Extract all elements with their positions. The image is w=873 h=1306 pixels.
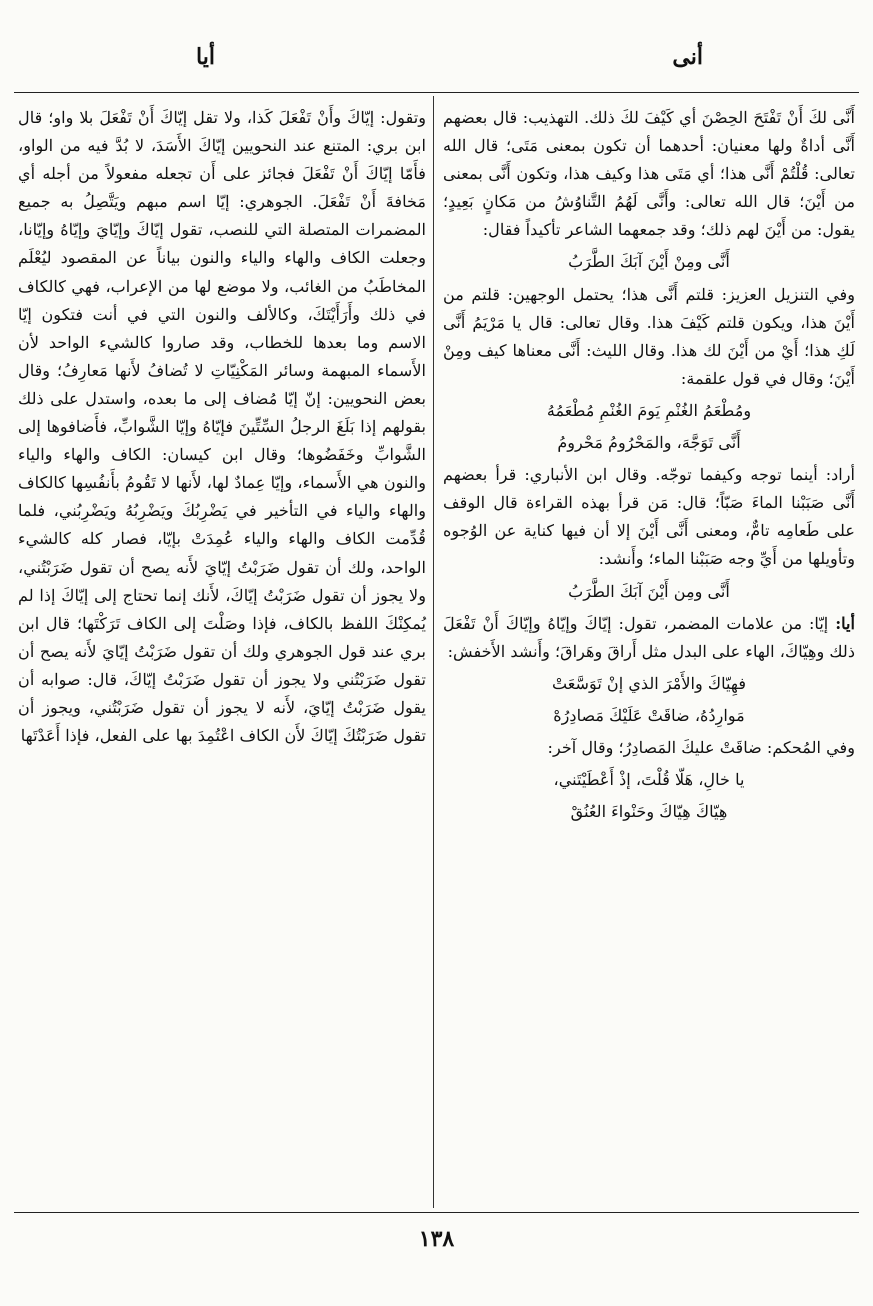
top-rule xyxy=(14,92,859,93)
running-head-left: أيا xyxy=(196,44,215,70)
paragraph: أراد: أينما توجه وكيفما توجّه. وقال ابن الأنباري: قرأ بعضهم أَنَّى صَبَبْنا الماءَ صَبّاً؛ قال: مَن قرأ بهذه القراءة قال الوقف على طَعامِه تامٌّ، ومعنى أَنَّى أَيْنَ إلا أن فيها كناية عن الوُجوه وتأويلها من أَيِّ وجه صَبَبْنا الماء؛ وأَنشد: xyxy=(443,465,855,569)
verse-line: هِيّاكَ هِيّاكَ وحَنْواءَ العُنُقْ xyxy=(570,802,728,822)
verse-line: أَنَّى ومِنْ أَيْنَ آبَكَ الطَّرَبُ xyxy=(568,252,730,272)
right-column xyxy=(443,104,855,830)
verse-line: فهِيّاكَ والأَمْرَ الذي إنْ تَوَسَّعَتْ xyxy=(551,673,747,693)
verse-line: يا خالِ، هَلّا قُلْتَ، إذْ أَعْطَيْتَني، xyxy=(553,770,745,790)
verse-line: مَوارِدُهُ، ضاقَتْ عَلَيْكَ مَصادِرُهْ xyxy=(553,705,745,725)
bottom-rule xyxy=(14,1212,859,1213)
column-divider xyxy=(433,96,434,1208)
entry-text: إيّا: من علامات المضمر، تقول: إيّاكَ وإيّاهُ وإيّاكَ أَنْ تَفْعَلَ ذلك وهِيّاكَ، الهاء على البدل مثل أَراقَ وهَراقَ؛ وأَنشد الأَخفش: xyxy=(443,613,855,661)
paragraph: وفي المُحكم: ضاقَتْ عليكَ المَصادِرُ؛ وقال آخر: xyxy=(547,737,855,757)
paragraph: وفي التنزيل العزيز: قلتم أَنَّى هذا؛ يحتمل الوجهين: قلتم من أَيْنَ هذا، ويكون قلتم كَيْفَ هذا. وقال تعالى: قال يا مَرْيَمُ أَنَّى لَكِ هذا؛ أَيْ من أَيْنَ لك هذا. وقال الليث: أَنَّى معناها كيف ومِنْ أَيْنَ؛ وقال في قول علقمة: xyxy=(443,284,855,388)
verse-line: أَنَّى تَوَجَّهَ، والمَحْرُومُ مَحْرومُ xyxy=(557,433,741,453)
left-column xyxy=(18,104,426,750)
verse-line: ومُطْعَمُ الغُنْمِ يَومَ الغُنْمِ مُطْعَمُهُ xyxy=(546,400,752,420)
paragraph: وتقول: إيّاكَ وأَنْ تَفْعَلَ كَذا، ولا تقل إيّاكَ أَنْ تَفْعَلَ بلا واو؛ قال ابن بري: المتنع عند النحويين إيّاكَ الأَسَدَ، لا بُدَّ فيه من الواو، فأَمّا إيّاكَ أَنْ تَفْعَلَ فجائز على أَن تجعله مفعولاً من أجله أي مَخافةَ أَنْ تَفْعَلَ. الجوهري: إيّا اسم مبهم ويَتَّصِلُ به جميع المضمرات المتصلة التي للنصب، تقول إيّاكَ وإيّايَ وإيّاهُ وإيّانا، وجعلت الكاف والهاء والياء والنون بياناً عن المقصود ليُعْلَم المخاطَبُ من الغائب، ولا موضع لها من الإعراب، فهي كالكاف في ذلك وأَرَأَيْتَكَ، وكالألف والنون التي في أنت فتكون إيّا الاسم وما بعدها للخطاب، وقد صاروا كالشيء الواحد لأن الأَسماء المبهمة وسائر المَكْنِيّاتِ لا تُضافُ لأَنها مَعارِفُ؛ وقال بعض النحويين: إنّ إيّا مُضاف إلى ما بعده، واستدل على ذلك بقولهم إذا بَلَغَ الرجلُ السِّتِّينَ فإيّاهُ وإيّا الشَّوابِّ، فأَضافوها إلى الشَّوابِّ وخَفَضُوها؛ وقال ابن كيسان: الكاف والهاء والياء والنون هي الأَسماء، وإيّا عِمادٌ لها، لأَنها لا تَقُومُ بأَنفُسِها كالكاف والهاء والياء في التأخير في يَضْرِبُكَ ويَضْرِبُهُ ويَضْرِبُني، فلما قُدِّمت الكاف والهاء والياء عُمِدَتْ بإيّا، فصار كله كالشيء الواحد، ولك أن تقول ضَرَبْتُ إيّايَ لأَنه يصح أن تقول ضَرَبْتُني، ولا يجوز أن تقول ضَرَبْتُ إيّاكَ، لأَنك إنما تحتاج إلى إيّاكَ إذا لم يُمكِنْكَ اللفظ بالكاف، فإذا وصَلْتَ إلى الكاف تَرَكْتَها؛ قال ابن بري عند قول الجوهري ولك أن تقول ضَرَبْتُ إيّايَ لأَنه يصح أن تقول ضَرَبْتُني ولا يجوز أن تقول ضَرَبْتُ إيّاكَ، قال: صوابه أن يقول ضَرَبْتُ إيّايَ، لأَنه لا يجوز أن تقول ضَرَبْتُني، ويجوز أن تقول ضَرَبْتُكَ إيّاكَ لأَن الكاف اعْتُمِدَ بها على الفعل، فإذا أَعَدْتَها xyxy=(18,108,426,746)
running-head-right: أنى xyxy=(672,44,703,70)
entry-headword: أيا: xyxy=(835,613,855,633)
verse-line: أَنَّى ومِن أَيْنَ آبَكَ الطَّرَبُ xyxy=(568,581,730,601)
entry-paragraph xyxy=(443,610,855,666)
page-number: ١٣٨ xyxy=(418,1226,455,1252)
paragraph: أَنَّى لكَ أَنْ تَفْتَحَ الحِصْنَ أي كَيْفَ لكَ ذلك. التهذيب: قال بعضهم أَنَّى أداةٌ ولها معنيان: أحدهما أن تكون بمعنى مَتَى؛ قال الله تعالى: قُلْتُمْ أَنَّى هذا؛ أي مَتَى هذا وكيف هذا، وتكون أَنَّى بمعنى من أَيْنَ؛ قال الله تعالى: وأَنَّى لَهُمُ التَّناوُشُ من مَكانٍ بَعِيدٍ؛ يقول: من أَيْنَ لهم ذلك؛ وقد جمعهما الشاعر تأكيداً فقال: xyxy=(443,108,855,240)
